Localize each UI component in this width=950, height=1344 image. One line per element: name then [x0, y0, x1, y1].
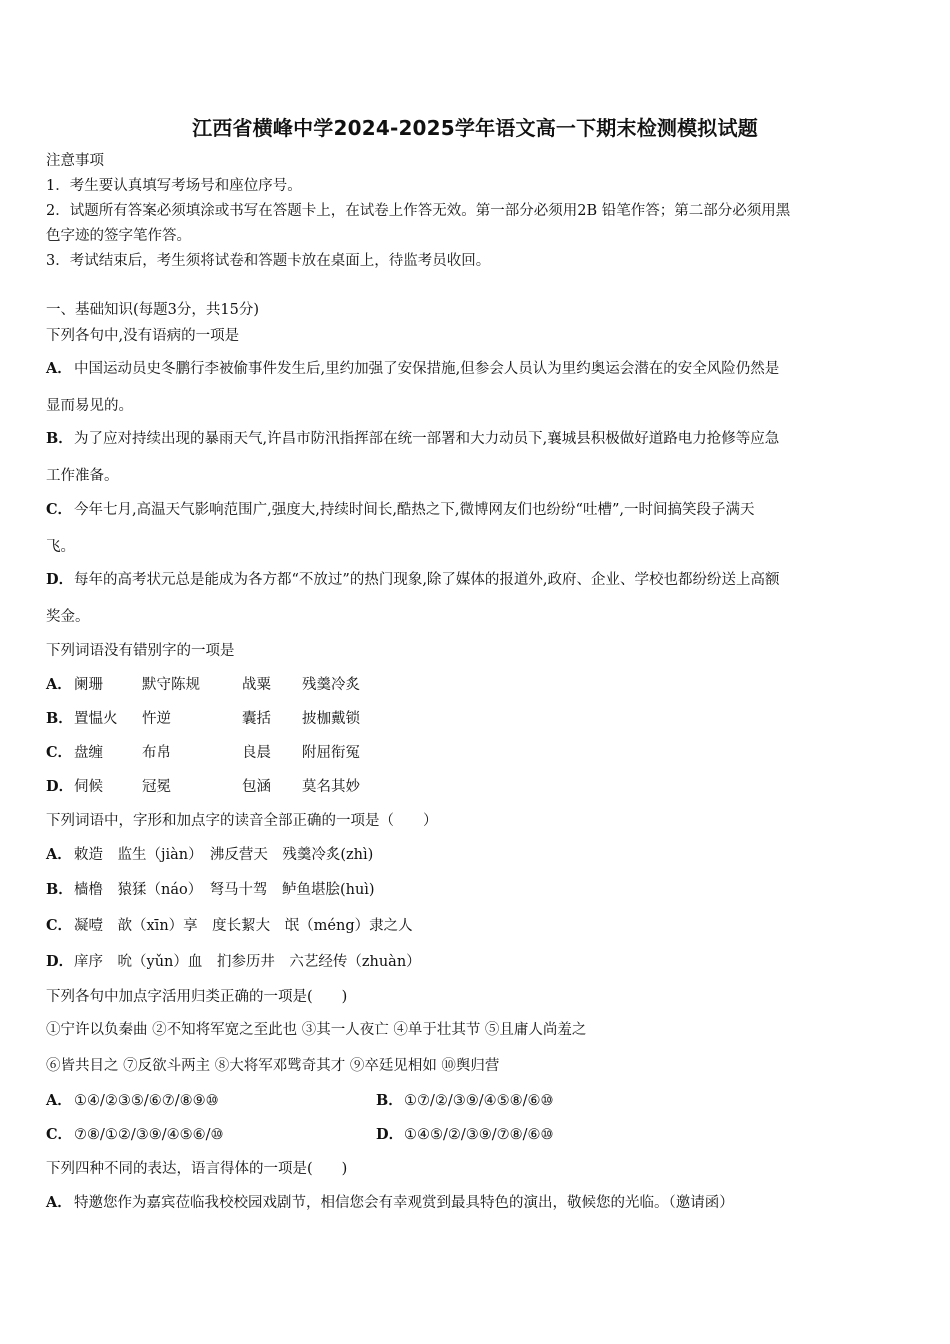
- option-word: 残羹冷炙: [302, 677, 360, 693]
- question-stem: 下列各句中,没有语病的一项是: [46, 328, 240, 344]
- option-label: C．: [46, 917, 73, 934]
- option-line: [46, 429, 779, 449]
- option-word: 囊括: [242, 711, 271, 727]
- option-word: 战粟: [242, 677, 271, 693]
- option-word: 良晨: [242, 745, 271, 761]
- option-label: D．: [46, 571, 74, 588]
- option-word: 包涵: [242, 779, 271, 795]
- question-stem: 下列四种不同的表达，语言得体的一项是( ): [46, 1161, 348, 1177]
- notice-item: 2．试题所有答案必须填涂或书写在答题卡上，在试卷上作答无效。第一部分必须用2B 铅笔作答；第二部分必须用黑: [46, 203, 791, 219]
- option-label: B．: [46, 710, 73, 727]
- option-text: ①④⑤/②/③⑨/⑦⑧/⑥⑩: [404, 1127, 554, 1143]
- option-cell: [376, 1125, 554, 1145]
- notice-item: 色字迹的签字笔作答。: [46, 228, 191, 244]
- option-line: [46, 500, 754, 520]
- question-stem: 下列词语中，字形和加点字的读音全部正确的一项是（ ）: [46, 813, 438, 829]
- option-word: 默守陈规: [142, 677, 200, 693]
- option-cell: [376, 1091, 554, 1111]
- option-text: ⑦⑧/①②/③⑨/④⑤⑥/⑩: [74, 1127, 224, 1143]
- option-line: [46, 1193, 734, 1213]
- option-label: A．: [46, 1194, 72, 1211]
- option-label: C．: [46, 1126, 73, 1143]
- option-text: 敕造 监生（jiàn） 沸反营天 残羹冷炙(zhì): [74, 847, 374, 863]
- option-text: 中国运动员史冬鹏行李被偷事件发生后,里约加强了安保措施,但参会人员认为里约奥运会潜在的安全风险仍然是: [74, 361, 780, 377]
- option-label: D．: [376, 1126, 404, 1143]
- option-text: ①④/②③⑤/⑥⑦/⑧⑨⑩: [74, 1093, 219, 1109]
- item-list: ①宁许以负秦曲 ②不知将军宽之至此也 ③其一人夜亡 ④单于壮其节 ⑤且庸人尚羞之: [46, 1022, 587, 1038]
- option-text: 今年七月,高温天气影响范围广,强度大,持续时间长,酷热之下,微博网友们也纷纷“吐槽”,一时间搞笑段子满天: [74, 502, 755, 518]
- section-heading: 一、基础知识(每题3分，共15分): [46, 302, 259, 318]
- option-label: B．: [376, 1092, 403, 1109]
- option-continuation: 工作准备。: [46, 468, 119, 484]
- option-line: [46, 777, 360, 797]
- page-title: 江西省横峰中学2024-2025学年语文高一下期末检测模拟试题: [192, 116, 758, 140]
- option-continuation: 显而易见的。: [46, 398, 133, 414]
- option-text: 樯橹 猿猱（náo） 弩马十驾 鲈鱼堪脍(huì): [74, 882, 375, 898]
- option-text: 特邀您作为嘉宾莅临我校校园戏剧节，相信您会有幸观赏到最具特色的演出，敬候您的光临。（邀请函）: [74, 1195, 734, 1211]
- question-stem: 下列各句中加点字活用归类正确的一项是( ): [46, 989, 348, 1005]
- option-text: 为了应对持续出现的暴雨天气,许昌市防汛指挥部在统一部署和大力动员下,襄城县积极做好道路电力抢修等应急: [74, 431, 780, 447]
- option-text: ①⑦/②/③⑨/④⑤⑧/⑥⑩: [404, 1093, 554, 1109]
- notice-item: 3．考试结束后，考生须将试卷和答题卡放在桌面上，待监考员收回。: [46, 253, 491, 269]
- option-text: 每年的高考状元总是能成为各方都“不放过”的热门现象,除了媒体的报道外,政府、企业、学校也都纷纷送上高额: [74, 572, 780, 588]
- notice-item: 1．考生要认真填写考场号和座位序号。: [46, 178, 302, 194]
- option-text: 凝噎 歆（xīn）享 度长絜大 氓（méng）隶之人: [74, 918, 413, 934]
- option-label: A．: [46, 1092, 72, 1109]
- option-row: [46, 1091, 906, 1111]
- option-continuation: 飞。: [46, 539, 75, 555]
- option-line: [46, 709, 360, 729]
- option-label: D．: [46, 778, 74, 795]
- option-word: 附屈衔冤: [302, 745, 360, 761]
- question-stem: 下列词语没有错别字的一项是: [46, 643, 235, 659]
- option-label: A．: [46, 676, 72, 693]
- option-line: [46, 845, 373, 865]
- option-row: [46, 1125, 906, 1145]
- option-line: [46, 743, 360, 763]
- option-label: C．: [46, 501, 73, 518]
- option-line: [46, 880, 375, 900]
- option-label: A．: [46, 846, 72, 863]
- option-word: 布帛: [142, 745, 171, 761]
- option-word: 伺候: [74, 779, 103, 795]
- option-line: [46, 952, 421, 972]
- option-label: B．: [46, 881, 73, 898]
- option-word: 阑珊: [74, 677, 103, 693]
- item-list: ⑥皆共目之 ⑦反欲斗两主 ⑧大将军邓骘奇其才 ⑨卒廷见相如 ⑩舆归营: [46, 1058, 500, 1074]
- option-word: 披枷戴锁: [302, 711, 360, 727]
- option-label: D．: [46, 953, 74, 970]
- option-label: A．: [46, 360, 72, 377]
- option-line: [46, 359, 779, 379]
- option-word: 冠冕: [142, 779, 171, 795]
- option-label: C．: [46, 744, 73, 761]
- option-word: 莫名其妙: [302, 779, 360, 795]
- option-text: 庠序 吮（yǔn）血 扪参历井 六艺经传（zhuàn）: [74, 954, 421, 970]
- option-label: B．: [46, 430, 73, 447]
- option-line: [46, 675, 360, 695]
- option-line: [46, 916, 413, 936]
- option-word: 忤逆: [142, 711, 171, 727]
- option-line: [46, 570, 780, 590]
- option-continuation: 奖金。: [46, 609, 90, 625]
- notice-heading: 注意事项: [46, 153, 104, 169]
- option-word: 盘缠: [74, 745, 103, 761]
- option-word: 置愠火: [74, 711, 118, 727]
